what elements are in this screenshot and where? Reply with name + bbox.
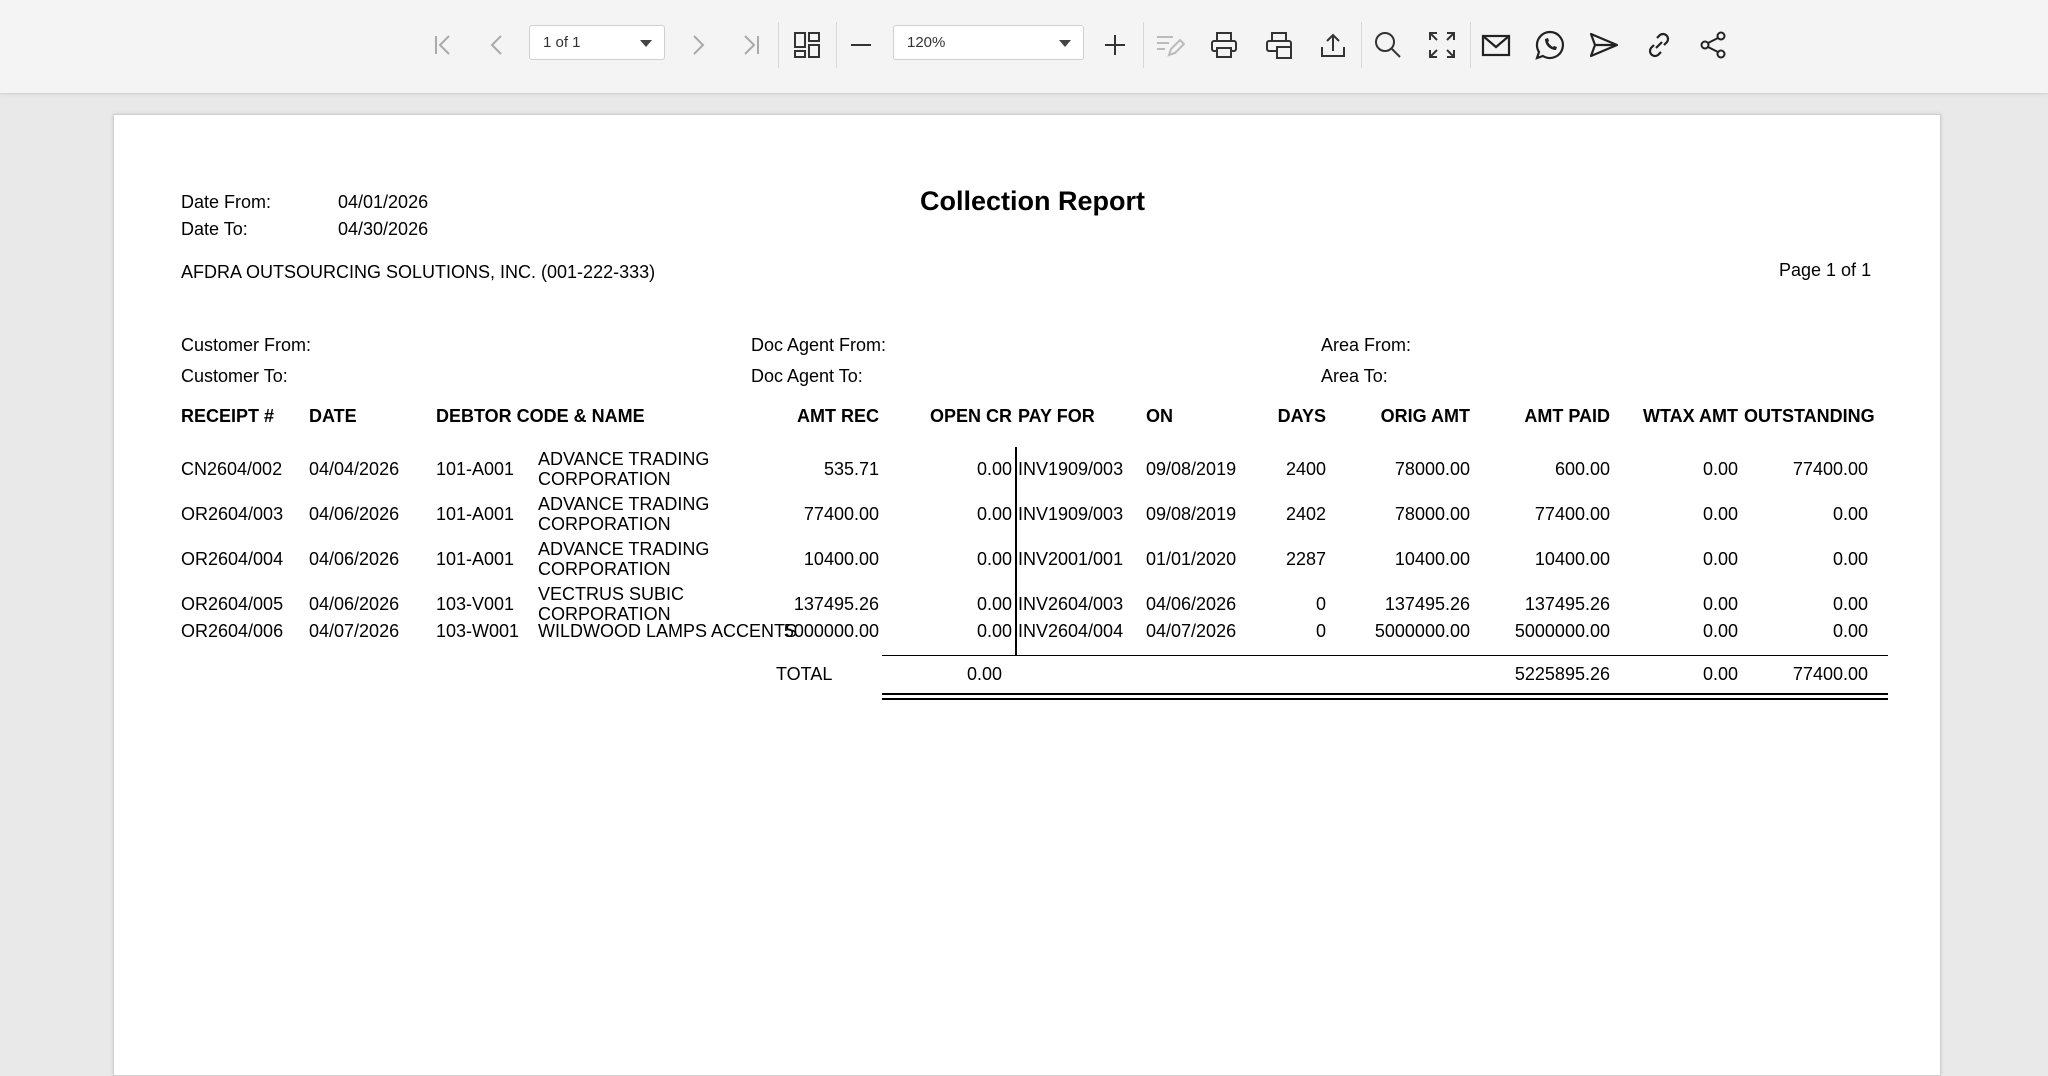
total-outstanding: 77400.00 [1792,664,1868,684]
cell-code: 101-A001 [436,504,515,524]
doc-agent-from-label: Doc Agent From: [751,335,887,355]
total-double-rule-bottom [882,698,1888,700]
minus-icon [845,29,877,61]
cell-orig-amt: 78000.00 [1394,504,1470,524]
report-page [113,114,1941,1076]
cell-on: 09/08/2019 [1146,459,1237,479]
cell-outstanding: 0.00 [1832,549,1868,569]
total-top-rule [882,655,1888,656]
cell-amt-rec: 5000000.00 [783,621,879,641]
customer-from-label: Customer From: [181,335,312,355]
cell-orig-amt: 5000000.00 [1374,621,1470,641]
col-pay-for: PAY FOR [1018,406,1095,426]
cell-pay-for: INV1909/003 [1018,459,1124,479]
previous-page-button[interactable] [472,20,522,70]
cell-code: 103-V001 [436,594,515,614]
link-icon [1643,29,1675,61]
mail-icon [1480,29,1512,61]
last-page-icon [735,29,767,61]
cell-debtor-name-line2: CORPORATION [538,469,671,489]
chevron-left-icon [481,29,513,61]
toolbar-separator [778,22,779,68]
first-page-button[interactable] [418,20,468,70]
send-button[interactable] [1579,20,1629,70]
col-date: DATE [309,406,357,426]
cell-debtor-name: VECTRUS SUBIC [538,584,685,604]
area-from-label: Area From: [1321,335,1412,355]
cell-wtax-amt: 0.00 [1702,594,1738,614]
col-amt-paid: AMT PAID [1524,406,1610,426]
cell-date: 04/07/2026 [309,621,400,641]
cell-outstanding: 0.00 [1832,621,1868,641]
cell-date: 04/06/2026 [309,504,400,524]
cell-outstanding: 0.00 [1832,504,1868,524]
cell-days: 0 [1315,594,1326,614]
cell-receipt: CN2604/002 [181,459,283,479]
cell-on: 01/01/2020 [1146,549,1237,569]
col-amt-rec: AMT REC [797,406,879,426]
col-on: ON [1146,406,1173,426]
cell-date: 04/04/2026 [309,459,400,479]
share-button[interactable] [1688,20,1738,70]
export-button[interactable] [1308,20,1358,70]
caret-down-icon [1059,40,1071,47]
next-page-button[interactable] [673,20,723,70]
cell-open-cr: 0.00 [976,504,1012,524]
cell-amt-rec: 77400.00 [803,504,879,524]
zoom-out-button[interactable] [836,20,886,70]
cell-receipt: OR2604/004 [181,549,284,569]
print-page-icon [1263,29,1295,61]
cell-orig-amt: 78000.00 [1394,459,1470,479]
cell-receipt: OR2604/005 [181,594,284,614]
cell-amt-rec: 10400.00 [803,549,879,569]
email-button[interactable] [1471,20,1521,70]
chevron-right-icon [682,29,714,61]
cell-on: 04/07/2026 [1146,621,1237,641]
date-from-value: 04/01/2026 [338,192,429,212]
cell-amt-rec: 137495.26 [793,594,879,614]
date-to-label: Date To: [181,219,248,239]
cell-receipt: OR2604/006 [181,621,284,641]
cell-debtor-name: ADVANCE TRADING [538,449,710,469]
cell-debtor-name: ADVANCE TRADING [538,539,710,559]
total-double-rule-top [882,693,1888,695]
cell-days: 2400 [1285,459,1326,479]
printer-icon [1208,29,1240,61]
report-viewer-toolbar [0,0,2048,94]
edit-form-icon [1153,29,1185,61]
total-wtax-amt: 0.00 [1702,664,1738,684]
col-outstanding: OUTSTANDING [1744,406,1875,426]
cell-pay-for: INV2604/004 [1018,621,1124,641]
cell-amt-paid: 600.00 [1554,459,1610,479]
report-title: Collection Report [920,186,1146,216]
cell-amt-paid: 137495.26 [1524,594,1610,614]
cell-outstanding: 77400.00 [1792,459,1868,479]
company-name: AFDRA OUTSOURCING SOLUTIONS, INC. (001-222-333) [181,262,656,282]
cell-open-cr: 0.00 [976,459,1012,479]
zoom-selector[interactable] [893,25,1084,60]
cell-open-cr: 0.00 [976,549,1012,569]
caret-down-icon [640,40,652,47]
cell-code: 101-A001 [436,549,515,569]
print-page-button[interactable] [1254,20,1304,70]
cell-on: 04/06/2026 [1146,594,1237,614]
cell-days: 2287 [1285,549,1326,569]
cell-orig-amt: 10400.00 [1394,549,1470,569]
customer-to-label: Customer To: [181,366,288,386]
export-upload-icon [1317,29,1349,61]
cell-outstanding: 0.00 [1832,594,1868,614]
zoom-in-button[interactable] [1090,20,1140,70]
last-page-button[interactable] [726,20,776,70]
cell-wtax-amt: 0.00 [1702,459,1738,479]
cell-pay-for: INV2001/001 [1018,549,1124,569]
cell-receipt: OR2604/003 [181,504,284,524]
cell-days: 0 [1315,621,1326,641]
cell-pay-for: INV2604/003 [1018,594,1124,614]
cell-date: 04/06/2026 [309,549,400,569]
fullscreen-button[interactable] [1417,20,1467,70]
cell-wtax-amt: 0.00 [1702,504,1738,524]
cell-amt-paid: 10400.00 [1534,549,1610,569]
total-label: TOTAL [776,664,833,684]
print-button[interactable] [1199,20,1249,70]
cell-amt-rec: 535.71 [823,459,879,479]
search-button[interactable] [1363,20,1413,70]
whatsapp-icon [1534,29,1566,61]
col-orig-amt: ORIG AMT [1380,406,1470,426]
zoom-selector-value: 120% [907,34,946,51]
toolbar-separator [1361,22,1362,68]
cell-open-cr: 0.00 [976,594,1012,614]
cell-debtor-name: ADVANCE TRADING [538,494,710,514]
copy-link-button[interactable] [1634,20,1684,70]
send-icon [1588,29,1620,61]
first-page-icon [427,29,459,61]
doc-agent-to-label: Doc Agent To: [751,366,863,386]
cell-code: 103-W001 [436,621,520,641]
plus-icon [1099,29,1131,61]
cell-date: 04/06/2026 [309,594,400,614]
page-info: Page 1 of 1 [1779,260,1872,280]
total-open-cr: 0.00 [966,664,1002,684]
cell-pay-for: INV1909/003 [1018,504,1124,524]
col-wtax-amt: WTAX AMT [1643,406,1738,426]
page-layout-button[interactable] [782,20,832,70]
cell-wtax-amt: 0.00 [1702,549,1738,569]
whatsapp-button[interactable] [1525,20,1575,70]
cell-debtor-name-line2: CORPORATION [538,514,671,534]
cell-open-cr: 0.00 [976,621,1012,641]
date-from-label: Date From: [181,192,272,212]
fullscreen-icon [1426,29,1458,61]
cell-on: 09/08/2019 [1146,504,1237,524]
search-icon [1372,29,1404,61]
page-selector-value: 1 of 1 [543,34,581,51]
col-days: DAYS [1277,406,1326,426]
share-icon [1697,29,1729,61]
total-amt-paid: 5225895.26 [1514,664,1610,684]
grid-layout-icon [791,29,823,61]
edit-fields-button[interactable] [1144,20,1194,70]
cell-amt-paid: 77400.00 [1534,504,1610,524]
cell-debtor-name: WILDWOOD LAMPS ACCENTS [538,621,798,641]
cell-orig-amt: 137495.26 [1384,594,1470,614]
cell-amt-paid: 5000000.00 [1514,621,1610,641]
column-divider [1015,447,1017,655]
cell-code: 101-A001 [436,459,515,479]
area-to-label: Area To: [1321,366,1388,386]
page-selector[interactable] [529,25,665,60]
col-open-cr: OPEN CR [929,406,1012,426]
col-receipt: RECEIPT # [181,406,275,426]
date-to-value: 04/30/2026 [338,219,429,239]
cell-debtor-name-line2: CORPORATION [538,604,671,624]
col-debtor: DEBTOR CODE & NAME [436,406,645,426]
cell-days: 2402 [1285,504,1326,524]
cell-debtor-name-line2: CORPORATION [538,559,671,579]
cell-wtax-amt: 0.00 [1702,621,1738,641]
